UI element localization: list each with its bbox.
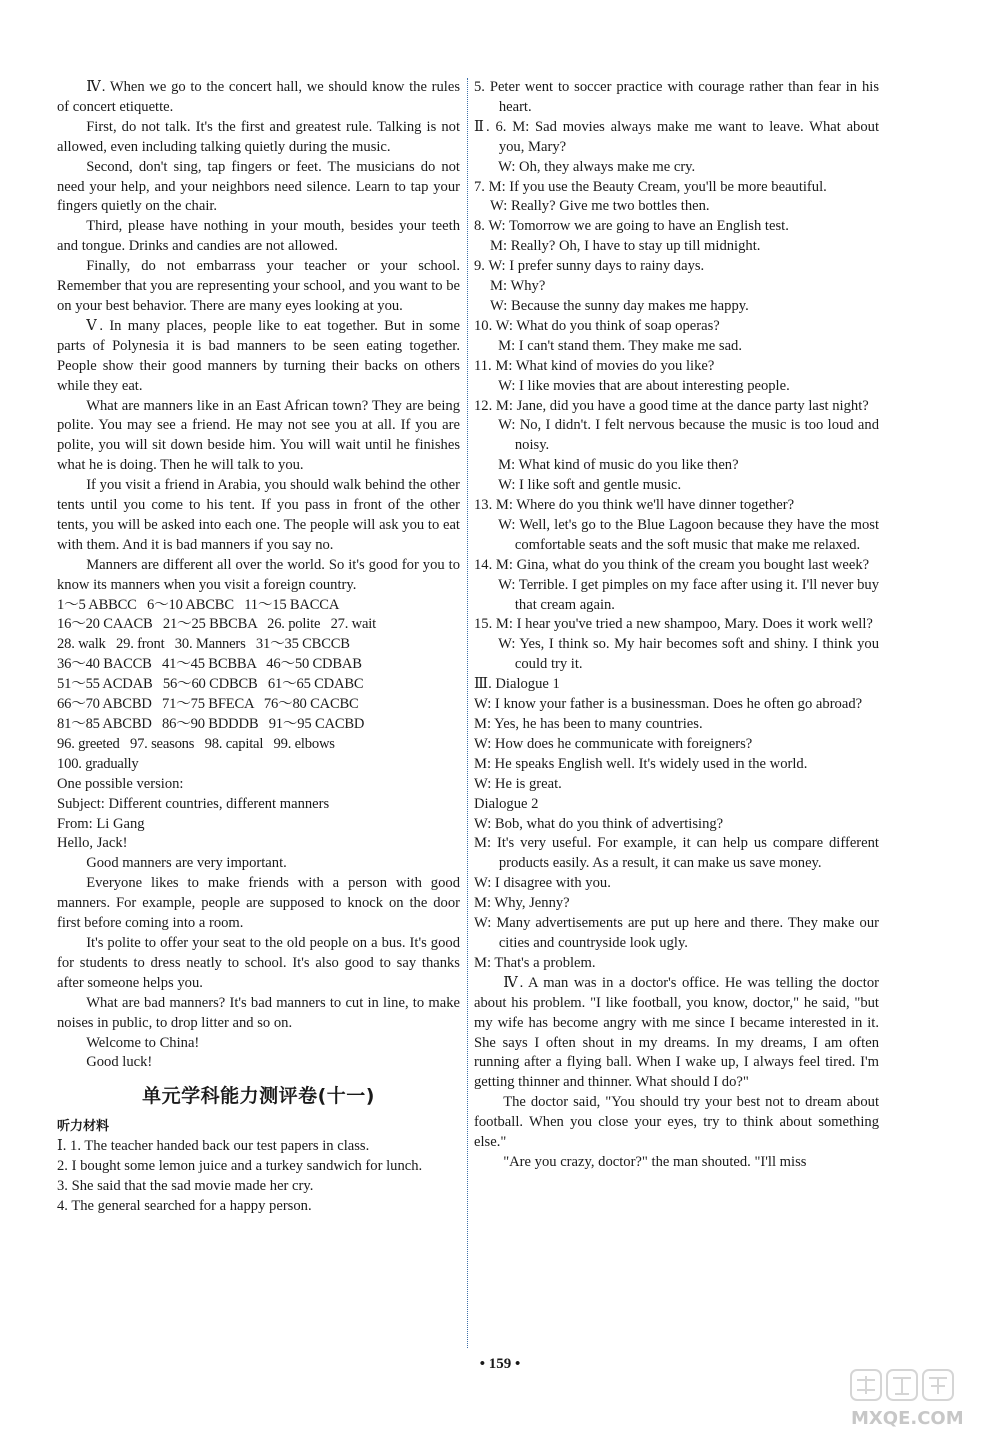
answer-line: 100. gradually [57, 755, 139, 772]
right-column [474, 78, 879, 1173]
right-column-paragraph: 14. M: Gina, what do you think of the cream you bought last week? [474, 556, 870, 573]
right-column-paragraph: W: No, I didn't. I felt nervous because the music is too loud and noisy. [498, 417, 879, 454]
right-column-paragraph: W: Well, let's go to the Blue Lagoon because they have the most comfortable seats and the soft music that make me relaxed. [498, 516, 879, 553]
writing-paragraph: From: Li Gang [57, 815, 145, 832]
right-column-paragraph: 7. M: If you use the Beauty Cream, you'll be more beautiful. [474, 178, 827, 195]
watermark-logo [845, 1366, 995, 1430]
answer-line: 51～55 ACDAB 56～60 CDBCB 61～65 CDABC [57, 676, 364, 693]
answer-line: 96. greeted 97. seasons 98. capital 99. elbows [57, 735, 335, 752]
right-column-paragraph: M: I can't stand them. They make me sad. [498, 337, 742, 354]
right-column-paragraph: M: Really? Oh, I have to stay up till midnight. [490, 238, 761, 255]
right-column-paragraph: W: I disagree with you. [474, 875, 611, 892]
right-column-paragraph: W: I like soft and gentle music. [498, 477, 682, 494]
right-column-paragraph: M: What kind of music do you like then? [498, 457, 739, 474]
right-column-paragraph: Ⅲ. Dialogue 1 [474, 676, 560, 693]
answer-line: 28. walk 29. front 30. Manners 31～35 CBCCB [57, 636, 350, 653]
right-column-paragraph: 13. M: Where do you think we'll have dinner together? [474, 497, 795, 514]
listening-label: 听力材料 [57, 1119, 110, 1135]
listening-left-paragraph: 2. I bought some lemon juice and a turkey sandwich for lunch. [57, 1158, 423, 1175]
right-column-paragraph: Ⅱ. 6. M: Sad movies always make me want to leave. What about you, Mary? [474, 118, 879, 155]
watermark-text: MXQE.COM [851, 1408, 964, 1429]
right-column-paragraph: W: Terrible. I get pimples on my face after using it. I'll never buy that cream again. [498, 576, 879, 613]
answer-key [57, 596, 460, 775]
column-divider [467, 78, 468, 1348]
right-column-paragraph: 9. W: I prefer sunny days to rainy days. [474, 258, 705, 275]
listening-script-left [57, 1137, 460, 1217]
writing-paragraph: What are bad manners? It's bad manners to cut in line, to make noises in public, to drop litter and so on. [57, 994, 460, 1031]
listening-script-right [474, 78, 879, 1173]
left-column-paragraph: Second, don't sing, tap fingers or feet. The musicians do not need your help, and your neighbors need silence. Learn to tap your fingers quietly on the chair. [57, 158, 460, 215]
right-column-paragraph: W: Oh, they always make me cry. [498, 158, 696, 175]
listening-left-paragraph: 4. The general searched for a happy person. [57, 1197, 312, 1214]
left-column-paragraph: Third, please have nothing in your mouth, besides your teeth and tongue. Drinks and candies are not allowed. [57, 218, 460, 255]
right-column-paragraph: W: Because the sunny day makes me happy. [490, 297, 749, 314]
right-column-paragraph: "Are you crazy, doctor?" the man shouted. "I'll miss [503, 1153, 807, 1170]
writing-paragraph: It's polite to offer your seat to the old people on a bus. It's good for students to dress neatly to school. It's also good to say thanks after someone helps you. [57, 934, 460, 991]
left-column [57, 78, 460, 1217]
right-column-paragraph: M: Yes, he has been to many countries. [474, 716, 703, 732]
right-column-paragraph: M: It's very useful. For example, it can help us compare different products easily. As a result, it can make us save money. [474, 835, 879, 872]
writing-paragraph: One possible version: [57, 775, 184, 792]
right-column-paragraph: Ⅳ. A man was in a doctor's office. He was telling the doctor about his problem. "I like football, you know, doctor," he said, "but my wife has become angry with me since I became interested in it. She says I often shout in my dreams. In my dreams, I am often running after a flying ball. When I wake up, I always feel tired. I'm getting thinner and thinner. What should I do?" [474, 974, 879, 1091]
left-column-paragraph: Finally, do not embarrass your teacher or your school. Remember that you are representing your school, and you want to be on your best behavior. There are many eyes looking at you. [57, 258, 460, 314]
answer-line: 66～70 ABCBD 71～75 BFECA 76～80 CACBC [57, 696, 359, 713]
right-column-paragraph: M: Why? [490, 278, 546, 295]
page-number: • 159 • [479, 1356, 521, 1372]
right-column-paragraph: W: I know your father is a businessman. Does he often go abroad? [474, 696, 863, 713]
right-column-paragraph: M: Why, Jenny? [474, 895, 570, 912]
reading-passages [57, 78, 460, 596]
answer-line: 36～40 BACCB 41～45 BCBBA 46～50 CDBAB [57, 656, 362, 673]
right-column-paragraph: 11. M: What kind of movies do you like? [474, 357, 715, 374]
left-column-paragraph: What are manners like in an East African town? They are being polite. You may see a friend. He may not see you at all. If you are polite, you will sit down beside him. You will wait until he finishes what he is doing. Then he will talk to you. [57, 397, 460, 474]
left-column-paragraph: Ⅴ. In many places, people like to eat together. But in some parts of Polynesia it is bad manners to be seen eating together. People show their good manners by turning their backs on others while they eat. [57, 317, 460, 394]
right-column-paragraph: 10. W: What do you think of soap operas? [474, 317, 720, 334]
writing-paragraph: Everyone likes to make friends with a person with good manners. For example, people are supposed to knock on the door first before coming into a room. [57, 875, 460, 932]
listening-left-paragraph: Ⅰ. 1. The teacher handed back our test papers in class. [57, 1138, 370, 1155]
writing-paragraph: Welcome to China! [86, 1034, 200, 1051]
right-column-paragraph: 8. W: Tomorrow we are going to have an English test. [474, 218, 789, 235]
left-column-paragraph: Ⅳ. When we go to the concert hall, we should know the rules of concert etiquette. [57, 79, 460, 115]
left-column-paragraph: If you visit a friend in Arabia, you should walk behind the other tents until you come to his tent. If you pass in front of the other tents, you will be asked into each one. The people will ask you to eat with them. And it is bad manners if you say no. [57, 477, 460, 553]
right-column-paragraph: W: He is great. [474, 775, 562, 792]
answer-line: 1～5 ABBCC 6～10 ABCBC 11～15 BACCA [57, 596, 340, 613]
listening-left-paragraph: 3. She said that the sad movie made her cry. [57, 1177, 314, 1194]
right-column-paragraph: 15. M: I hear you've tried a new shampoo, Mary. Does it work well? [474, 616, 873, 633]
right-column-paragraph: M: That's a problem. [474, 954, 596, 971]
right-column-paragraph: W: Many advertisements are put up here and there. They make our cities and countryside look ugly. [474, 915, 879, 951]
answer-line: 81～85 ABCBD 86～90 BDDDB 91～95 CACBD [57, 716, 365, 732]
right-column-paragraph: W: Bob, what do you think of advertising? [474, 815, 724, 832]
right-column-paragraph: W: Really? Give me two bottles then. [490, 198, 710, 215]
writing-paragraph: Subject: Different countries, different manners [57, 795, 330, 812]
right-column-paragraph: W: How does he communicate with foreigners? [474, 735, 753, 752]
right-column-paragraph: M: He speaks English well. It's widely used in the world. [474, 755, 808, 772]
right-column-paragraph: W: I like movies that are about interesting people. [498, 377, 790, 394]
right-column-paragraph: 12. M: Jane, did you have a good time at the dance party last night? [474, 397, 869, 414]
left-column-paragraph: First, do not talk. It's the first and greatest rule. Talking is not allowed, even including talking quietly during the music. [57, 118, 460, 155]
right-column-paragraph: Dialogue 2 [474, 795, 539, 812]
writing-paragraph: Good luck! [86, 1054, 153, 1071]
section-title: 单元学科能力测评卷(十一) [142, 1085, 375, 1108]
answer-line: 16～20 CAACB 21～25 BBCBA 26. polite 27. wait [57, 616, 376, 633]
writing-paragraph: Hello, Jack! [57, 835, 128, 852]
writing-sample [57, 775, 460, 1074]
writing-paragraph: Good manners are very important. [86, 855, 287, 872]
right-column-paragraph: The doctor said, "You should try your best not to dream about football. When you close your eyes, try to think about something else." [474, 1094, 879, 1151]
right-column-paragraph: W: Yes, I think so. My hair becomes soft and shiny. I think you could try it. [498, 636, 879, 673]
left-column-paragraph: Manners are different all over the world. So it's good for you to know its manners when you visit a foreign country. [57, 556, 460, 593]
right-column-paragraph: 5. Peter went to soccer practice with courage rather than fear in his heart. [474, 79, 879, 115]
